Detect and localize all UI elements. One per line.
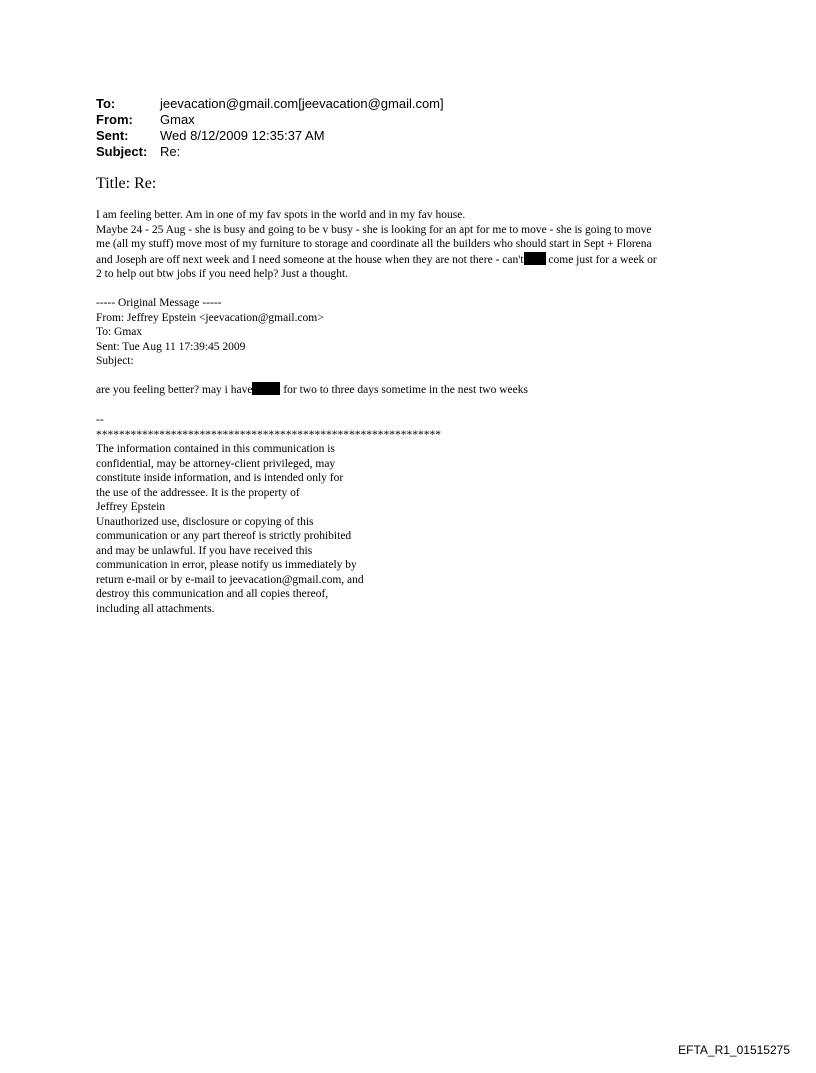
original-sent: Sent: Tue Aug 11 17:39:45 2009	[96, 340, 246, 353]
original-separator: ----- Original Message -----	[96, 297, 222, 309]
to-value: jeevacation@gmail.com[jeevacation@gmail.com]	[160, 96, 444, 111]
body-line-text: come just for a week or	[545, 253, 657, 266]
footer-line: confidential, may be attorney-client privileged, may	[96, 457, 336, 470]
from-row	[96, 112, 444, 128]
sent-row	[96, 128, 444, 144]
document-id: EFTA_R1_01515275	[678, 1043, 790, 1057]
body-line: me (all my stuff) move most of my furniture to storage and coordinate all the builders who should start in Sept + Florena	[96, 238, 652, 250]
footer-line: destroy this communication and all copies thereof,	[96, 588, 329, 600]
original-question	[96, 382, 528, 398]
redaction-block	[252, 382, 280, 395]
footer-line: and may be unlawful. If you have received this	[96, 544, 313, 557]
original-subject: Subject:	[96, 355, 134, 367]
footer-stars: ************************************************************	[96, 428, 441, 441]
to-row	[96, 96, 444, 112]
original-message	[96, 296, 324, 369]
from-value: Gmax	[160, 112, 195, 127]
footer-line: including all attachments.	[96, 602, 215, 615]
question-text: for two to three days sometime in the nest two weeks	[280, 384, 528, 396]
footer-line: the use of the addressee. It is the property of	[96, 486, 300, 499]
body-line-text: and Joseph are off next week and I need someone at the house when they are not there - can't	[96, 253, 524, 266]
body-line: Maybe 24 - 25 Aug - she is busy and going to be v busy - she is looking for an apt for me to move - she is going to move	[96, 223, 652, 236]
footer-line: The information contained in this communication is	[96, 443, 335, 455]
footer-line: Unauthorized use, disclosure or copying of this	[96, 515, 314, 528]
body-line	[96, 252, 726, 268]
subject-label: Subject:	[96, 144, 148, 159]
sent-value: Wed 8/12/2009 12:35:37 AM	[160, 128, 325, 143]
original-from: From: Jeffrey Epstein <jeevacation@gmail.com>	[96, 311, 324, 324]
footer-line: Jeffrey Epstein	[96, 501, 166, 513]
footer-line: constitute inside information, and is intended only for	[96, 472, 344, 484]
email-title: Title: Re:	[96, 175, 157, 192]
message-body	[96, 208, 726, 282]
email-header	[96, 96, 444, 160]
question-text: are you feeling better? may i have	[96, 384, 253, 396]
original-to: To: Gmax	[96, 326, 143, 338]
redaction-block	[524, 252, 546, 265]
subject-value: Re:	[160, 144, 181, 159]
footer-line: communication in error, please notify us immediately by	[96, 559, 357, 571]
footer-line: communication or any part thereof is strictly prohibited	[96, 530, 352, 542]
body-line: I am feeling better. Am in one of my fav spots in the world and in my fav house.	[96, 209, 466, 221]
to-label: To:	[96, 96, 116, 111]
subject-row	[96, 144, 444, 160]
body-line: 2 to help out btw jobs if you need help? Just a thought.	[96, 268, 349, 280]
sent-label: Sent:	[96, 128, 129, 143]
confidentiality-footer	[96, 413, 476, 616]
footer-dashes: --	[96, 414, 104, 426]
footer-line: return e-mail or by e-mail to jeevacation@gmail.com, and	[96, 573, 364, 586]
from-label: From:	[96, 112, 133, 127]
